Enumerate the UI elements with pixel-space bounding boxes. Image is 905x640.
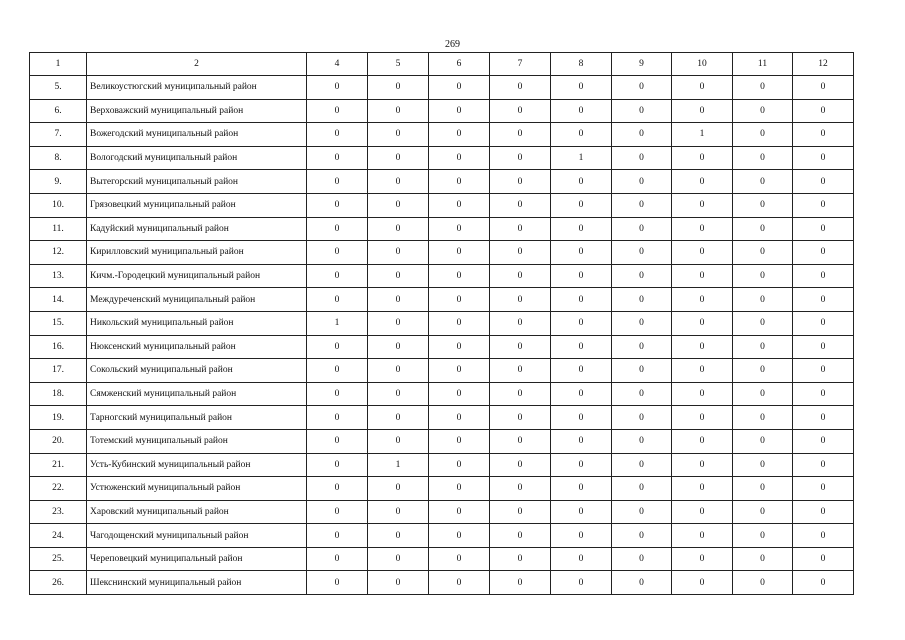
value-cell: 0	[490, 359, 551, 383]
value-cell: 0	[368, 477, 429, 501]
value-cell: 0	[612, 146, 672, 170]
district-name: Устюженский муниципальный район	[87, 477, 307, 501]
table-row	[30, 146, 854, 170]
value-cell: 0	[551, 571, 612, 595]
table-row	[30, 217, 854, 241]
value-cell: 0	[429, 170, 490, 194]
value-cell: 0	[793, 146, 854, 170]
value-cell: 0	[551, 335, 612, 359]
value-cell: 0	[368, 406, 429, 430]
value-cell: 0	[551, 170, 612, 194]
table-row	[30, 311, 854, 335]
value-cell: 0	[368, 193, 429, 217]
value-cell: 0	[490, 217, 551, 241]
value-cell: 0	[551, 477, 612, 501]
row-number: 13.	[30, 264, 87, 288]
value-cell: 0	[368, 524, 429, 548]
value-cell: 0	[368, 123, 429, 147]
table-row	[30, 241, 854, 265]
column-header-7: 7	[490, 53, 551, 76]
value-cell: 0	[307, 99, 368, 123]
table-row	[30, 547, 854, 571]
value-cell: 0	[368, 335, 429, 359]
value-cell: 0	[793, 217, 854, 241]
district-name: Нюксенский муниципальный район	[87, 335, 307, 359]
value-cell: 0	[672, 193, 733, 217]
table-row	[30, 335, 854, 359]
row-number: 14.	[30, 288, 87, 312]
value-cell: 0	[733, 76, 793, 100]
value-cell: 0	[307, 477, 368, 501]
value-cell: 0	[429, 429, 490, 453]
value-cell: 0	[612, 429, 672, 453]
value-cell: 0	[429, 359, 490, 383]
value-cell: 0	[490, 382, 551, 406]
value-cell: 0	[551, 429, 612, 453]
district-name: Череповецкий муниципальный район	[87, 547, 307, 571]
value-cell: 0	[672, 429, 733, 453]
value-cell: 0	[733, 241, 793, 265]
value-cell: 0	[551, 500, 612, 524]
value-cell: 0	[490, 241, 551, 265]
district-table	[29, 52, 854, 595]
value-cell: 0	[429, 146, 490, 170]
row-number: 7.	[30, 123, 87, 147]
table-row	[30, 453, 854, 477]
value-cell: 0	[490, 524, 551, 548]
value-cell: 0	[368, 76, 429, 100]
column-header-2: 2	[87, 53, 307, 76]
value-cell: 0	[490, 547, 551, 571]
value-cell: 0	[307, 382, 368, 406]
value-cell: 0	[307, 193, 368, 217]
value-cell: 0	[793, 311, 854, 335]
value-cell: 0	[429, 123, 490, 147]
column-header-6: 6	[429, 53, 490, 76]
district-name: Великоустюгский муниципальный район	[87, 76, 307, 100]
table-row	[30, 524, 854, 548]
value-cell: 0	[733, 193, 793, 217]
value-cell: 0	[672, 382, 733, 406]
value-cell: 0	[368, 500, 429, 524]
value-cell: 0	[793, 170, 854, 194]
value-cell: 0	[793, 382, 854, 406]
column-header-4: 4	[307, 53, 368, 76]
value-cell: 0	[733, 571, 793, 595]
column-header-9: 9	[612, 53, 672, 76]
value-cell: 0	[551, 123, 612, 147]
value-cell: 0	[490, 500, 551, 524]
district-name: Сокольский муниципальный район	[87, 359, 307, 383]
value-cell: 0	[672, 335, 733, 359]
value-cell: 0	[429, 288, 490, 312]
value-cell: 0	[551, 359, 612, 383]
value-cell: 0	[733, 382, 793, 406]
value-cell: 0	[368, 382, 429, 406]
value-cell: 0	[368, 217, 429, 241]
value-cell: 0	[429, 99, 490, 123]
row-number: 25.	[30, 547, 87, 571]
value-cell: 0	[793, 477, 854, 501]
district-name: Верховажский муниципальный район	[87, 99, 307, 123]
value-cell: 0	[793, 500, 854, 524]
value-cell: 0	[612, 311, 672, 335]
district-name: Кичм.-Городецкий муниципальный район	[87, 264, 307, 288]
value-cell: 0	[733, 288, 793, 312]
value-cell: 0	[307, 335, 368, 359]
row-number: 16.	[30, 335, 87, 359]
value-cell: 0	[307, 359, 368, 383]
value-cell: 0	[490, 335, 551, 359]
value-cell: 0	[672, 288, 733, 312]
value-cell: 0	[368, 547, 429, 571]
table-header	[30, 53, 854, 76]
value-cell: 0	[368, 99, 429, 123]
value-cell: 0	[612, 335, 672, 359]
value-cell: 0	[429, 500, 490, 524]
row-number: 10.	[30, 193, 87, 217]
value-cell: 0	[307, 571, 368, 595]
value-cell: 0	[733, 406, 793, 430]
row-number: 23.	[30, 500, 87, 524]
district-name: Тарногский муниципальный район	[87, 406, 307, 430]
value-cell: 0	[793, 264, 854, 288]
value-cell: 0	[307, 453, 368, 477]
value-cell: 0	[490, 453, 551, 477]
value-cell: 1	[551, 146, 612, 170]
value-cell: 0	[551, 406, 612, 430]
value-cell: 0	[612, 524, 672, 548]
value-cell: 0	[612, 123, 672, 147]
value-cell: 0	[429, 406, 490, 430]
value-cell: 0	[612, 288, 672, 312]
column-header-12: 12	[793, 53, 854, 76]
value-cell: 0	[733, 547, 793, 571]
value-cell: 0	[307, 76, 368, 100]
value-cell: 0	[672, 99, 733, 123]
value-cell: 1	[672, 123, 733, 147]
value-cell: 0	[429, 547, 490, 571]
value-cell: 0	[490, 571, 551, 595]
value-cell: 0	[793, 193, 854, 217]
table-row	[30, 170, 854, 194]
row-number: 18.	[30, 382, 87, 406]
value-cell: 0	[672, 146, 733, 170]
row-number: 12.	[30, 241, 87, 265]
value-cell: 0	[793, 76, 854, 100]
value-cell: 0	[490, 406, 551, 430]
value-cell: 0	[612, 76, 672, 100]
value-cell: 0	[368, 288, 429, 312]
table-row	[30, 193, 854, 217]
value-cell: 0	[793, 359, 854, 383]
value-cell: 0	[307, 123, 368, 147]
value-cell: 0	[672, 217, 733, 241]
district-name: Вожегодский муниципальный район	[87, 123, 307, 147]
value-cell: 0	[307, 406, 368, 430]
value-cell: 0	[612, 99, 672, 123]
row-number: 20.	[30, 429, 87, 453]
table-row	[30, 123, 854, 147]
value-cell: 0	[551, 453, 612, 477]
value-cell: 0	[733, 146, 793, 170]
value-cell: 0	[612, 193, 672, 217]
value-cell: 0	[733, 524, 793, 548]
value-cell: 0	[672, 453, 733, 477]
value-cell: 1	[307, 311, 368, 335]
value-cell: 0	[733, 335, 793, 359]
value-cell: 0	[307, 264, 368, 288]
row-number: 17.	[30, 359, 87, 383]
table-row	[30, 429, 854, 453]
value-cell: 0	[551, 99, 612, 123]
value-cell: 0	[612, 571, 672, 595]
value-cell: 0	[733, 500, 793, 524]
value-cell: 0	[793, 288, 854, 312]
table-row	[30, 359, 854, 383]
value-cell: 0	[672, 264, 733, 288]
district-name: Кадуйский муниципальный район	[87, 217, 307, 241]
value-cell: 0	[733, 170, 793, 194]
value-cell: 0	[490, 99, 551, 123]
row-number: 5.	[30, 76, 87, 100]
value-cell: 0	[368, 146, 429, 170]
value-cell: 0	[307, 500, 368, 524]
value-cell: 0	[672, 170, 733, 194]
value-cell: 0	[307, 241, 368, 265]
table-body	[30, 76, 854, 595]
value-cell: 0	[612, 382, 672, 406]
value-cell: 0	[612, 477, 672, 501]
value-cell: 0	[368, 571, 429, 595]
value-cell: 0	[733, 217, 793, 241]
value-cell: 0	[612, 406, 672, 430]
value-cell: 0	[429, 524, 490, 548]
value-cell: 0	[793, 571, 854, 595]
district-name: Тотемский муниципальный район	[87, 429, 307, 453]
row-number: 15.	[30, 311, 87, 335]
value-cell: 0	[793, 429, 854, 453]
row-number: 19.	[30, 406, 87, 430]
value-cell: 0	[429, 264, 490, 288]
value-cell: 0	[733, 123, 793, 147]
value-cell: 0	[733, 453, 793, 477]
district-name: Вытегорский муниципальный район	[87, 170, 307, 194]
value-cell: 0	[551, 524, 612, 548]
value-cell: 0	[793, 406, 854, 430]
value-cell: 0	[733, 311, 793, 335]
value-cell: 0	[429, 193, 490, 217]
value-cell: 0	[551, 547, 612, 571]
value-cell: 0	[368, 241, 429, 265]
value-cell: 0	[490, 311, 551, 335]
value-cell: 0	[733, 264, 793, 288]
value-cell: 0	[490, 477, 551, 501]
district-name: Междуреченский муниципальный район	[87, 288, 307, 312]
value-cell: 0	[612, 359, 672, 383]
value-cell: 0	[307, 429, 368, 453]
value-cell: 0	[429, 477, 490, 501]
value-cell: 0	[551, 217, 612, 241]
value-cell: 0	[490, 193, 551, 217]
table-row	[30, 571, 854, 595]
value-cell: 0	[793, 453, 854, 477]
value-cell: 0	[551, 311, 612, 335]
value-cell: 0	[612, 241, 672, 265]
value-cell: 0	[733, 477, 793, 501]
value-cell: 0	[307, 146, 368, 170]
district-name: Чагодощенский муниципальный район	[87, 524, 307, 548]
value-cell: 0	[672, 359, 733, 383]
header-row	[30, 53, 854, 76]
district-name: Шекснинский муниципальный район	[87, 571, 307, 595]
value-cell: 0	[612, 453, 672, 477]
value-cell: 1	[368, 453, 429, 477]
column-header-11: 11	[733, 53, 793, 76]
value-cell: 0	[429, 217, 490, 241]
table-row	[30, 500, 854, 524]
value-cell: 0	[490, 429, 551, 453]
district-name: Никольский муниципальный район	[87, 311, 307, 335]
district-name: Вологодский муниципальный район	[87, 146, 307, 170]
district-name: Сямженский муниципальный район	[87, 382, 307, 406]
value-cell: 0	[551, 382, 612, 406]
value-cell: 0	[733, 429, 793, 453]
district-name: Харовский муниципальный район	[87, 500, 307, 524]
table-row	[30, 288, 854, 312]
value-cell: 0	[793, 241, 854, 265]
value-cell: 0	[672, 571, 733, 595]
value-cell: 0	[612, 500, 672, 524]
column-header-10: 10	[672, 53, 733, 76]
row-number: 26.	[30, 571, 87, 595]
row-number: 9.	[30, 170, 87, 194]
value-cell: 0	[429, 571, 490, 595]
value-cell: 0	[612, 264, 672, 288]
column-header-5: 5	[368, 53, 429, 76]
page-number: 269	[445, 39, 460, 50]
district-name: Кирилловский муниципальный район	[87, 241, 307, 265]
value-cell: 0	[612, 547, 672, 571]
table-row	[30, 264, 854, 288]
value-cell: 0	[368, 170, 429, 194]
value-cell: 0	[551, 264, 612, 288]
value-cell: 0	[429, 335, 490, 359]
value-cell: 0	[551, 193, 612, 217]
value-cell: 0	[429, 311, 490, 335]
value-cell: 0	[612, 170, 672, 194]
value-cell: 0	[490, 170, 551, 194]
value-cell: 0	[490, 288, 551, 312]
table-row	[30, 76, 854, 100]
table-row	[30, 382, 854, 406]
column-header-8: 8	[551, 53, 612, 76]
value-cell: 0	[307, 288, 368, 312]
table-row	[30, 99, 854, 123]
value-cell: 0	[307, 547, 368, 571]
value-cell: 0	[551, 241, 612, 265]
value-cell: 0	[793, 123, 854, 147]
value-cell: 0	[733, 359, 793, 383]
value-cell: 0	[672, 524, 733, 548]
value-cell: 0	[307, 217, 368, 241]
value-cell: 0	[490, 123, 551, 147]
row-number: 22.	[30, 477, 87, 501]
table-row	[30, 406, 854, 430]
value-cell: 0	[429, 382, 490, 406]
row-number: 24.	[30, 524, 87, 548]
value-cell: 0	[793, 547, 854, 571]
value-cell: 0	[429, 76, 490, 100]
value-cell: 0	[793, 524, 854, 548]
value-cell: 0	[672, 76, 733, 100]
value-cell: 0	[551, 76, 612, 100]
value-cell: 0	[672, 406, 733, 430]
value-cell: 0	[429, 453, 490, 477]
column-header-1: 1	[30, 53, 87, 76]
value-cell: 0	[307, 524, 368, 548]
value-cell: 0	[672, 477, 733, 501]
row-number: 11.	[30, 217, 87, 241]
value-cell: 0	[733, 99, 793, 123]
value-cell: 0	[672, 547, 733, 571]
row-number: 21.	[30, 453, 87, 477]
value-cell: 0	[612, 217, 672, 241]
value-cell: 0	[368, 429, 429, 453]
value-cell: 0	[793, 335, 854, 359]
value-cell: 0	[490, 264, 551, 288]
value-cell: 0	[429, 241, 490, 265]
row-number: 8.	[30, 146, 87, 170]
value-cell: 0	[490, 76, 551, 100]
value-cell: 0	[368, 311, 429, 335]
value-cell: 0	[672, 500, 733, 524]
value-cell: 0	[368, 359, 429, 383]
value-cell: 0	[551, 288, 612, 312]
row-number: 6.	[30, 99, 87, 123]
value-cell: 0	[307, 170, 368, 194]
value-cell: 0	[368, 264, 429, 288]
table-row	[30, 477, 854, 501]
value-cell: 0	[672, 241, 733, 265]
value-cell: 0	[490, 146, 551, 170]
district-name: Усть-Кубинский муниципальный район	[87, 453, 307, 477]
value-cell: 0	[793, 99, 854, 123]
value-cell: 0	[672, 311, 733, 335]
district-name: Грязовецкий муниципальный район	[87, 193, 307, 217]
